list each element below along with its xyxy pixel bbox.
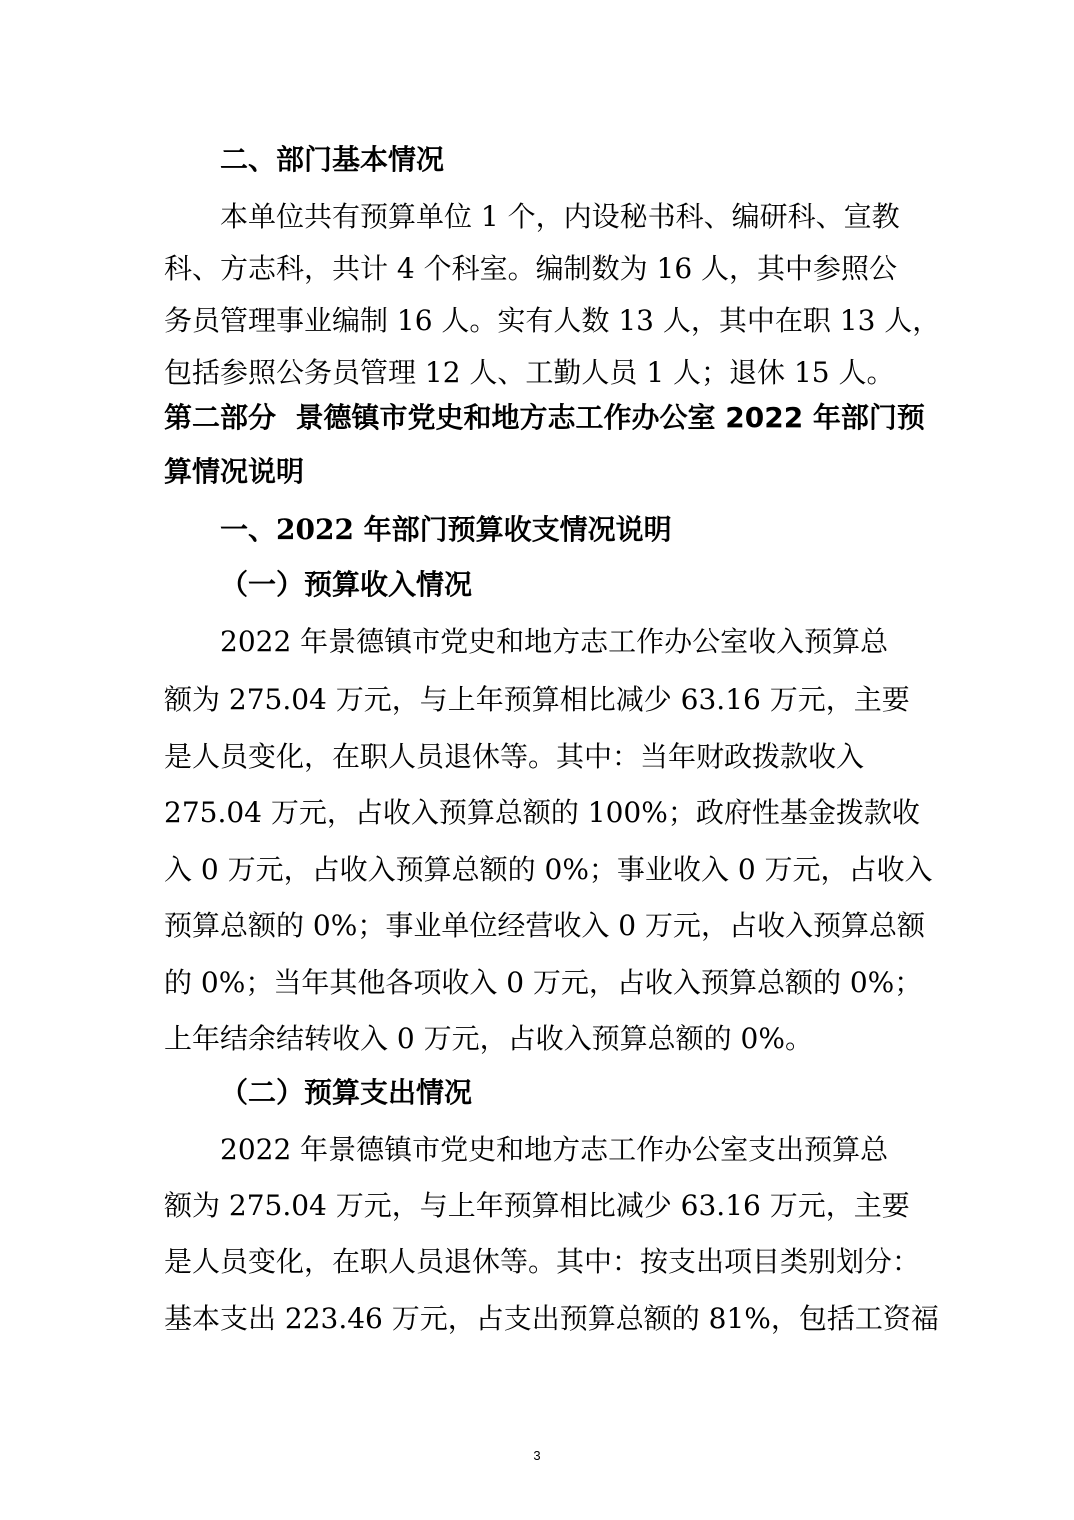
part-two-heading-line-2: 算情况说明 bbox=[164, 455, 305, 488]
income-line-7: 的 0%；当年其他各项收入 0 万元，占收入预算总额的 0%； bbox=[164, 966, 923, 999]
budget-section-heading: 一、2022 年部门预算收支情况说明 bbox=[220, 513, 672, 546]
income-line-1: 2022 年景德镇市党史和地方志工作办公室收入预算总 bbox=[220, 625, 889, 658]
basic-info-line-3: 务员管理事业编制 16 人。实有人数 13 人，其中在职 13 人， bbox=[164, 304, 941, 337]
income-line-8: 上年结余结转收入 0 万元，占收入预算总额的 0%。 bbox=[164, 1022, 813, 1055]
basic-info-line-1: 本单位共有预算单位 1 个，内设秘书科、编研科、宣教 bbox=[220, 200, 900, 233]
income-line-4: 275.04 万元，占收入预算总额的 100%；政府性基金拨款收 bbox=[164, 796, 920, 829]
section-heading-basic-info: 二、部门基本情况 bbox=[220, 143, 445, 176]
income-line-2: 额为 275.04 万元，与上年预算相比减少 63.16 万元，主要 bbox=[164, 683, 910, 716]
income-line-3: 是人员变化，在职人员退休等。其中：当年财政拨款收入 bbox=[164, 740, 865, 773]
expense-subheading: （二）预算支出情况 bbox=[220, 1076, 473, 1109]
part-two-heading-line-1: 第二部分 景德镇市党史和地方志工作办公室 2022 年部门预 bbox=[164, 401, 925, 434]
expense-line-2: 额为 275.04 万元，与上年预算相比减少 63.16 万元，主要 bbox=[164, 1189, 910, 1222]
basic-info-line-2: 科、方志科，共计 4 个科室。编制数为 16 人，其中参照公 bbox=[164, 252, 898, 285]
expense-line-3: 是人员变化，在职人员退休等。其中：按支出项目类别划分： bbox=[164, 1245, 921, 1278]
income-line-6: 预算总额的 0%；事业单位经营收入 0 万元，占收入预算总额 bbox=[164, 909, 925, 942]
expense-line-1: 2022 年景德镇市党史和地方志工作办公室支出预算总 bbox=[220, 1133, 889, 1166]
expense-line-4: 基本支出 223.46 万元，占支出预算总额的 81%，包括工资福 bbox=[164, 1302, 939, 1335]
page-number: 3 bbox=[533, 1448, 541, 1463]
income-subheading: （一）预算收入情况 bbox=[220, 568, 473, 601]
basic-info-line-4: 包括参照公务员管理 12 人、工勤人员 1 人；退休 15 人。 bbox=[164, 356, 895, 389]
income-line-5: 入 0 万元，占收入预算总额的 0%；事业收入 0 万元，占收入 bbox=[164, 853, 933, 886]
